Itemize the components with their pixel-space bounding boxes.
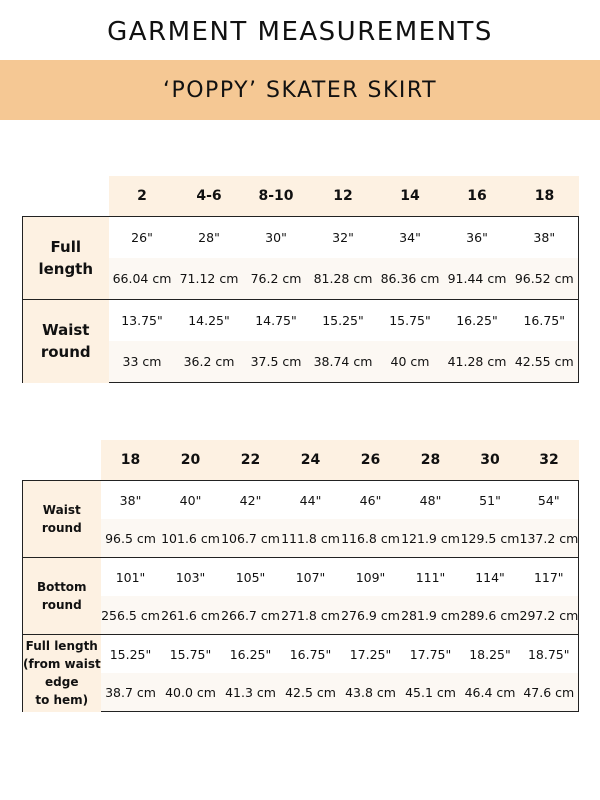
cm-value: 37.5 cm <box>243 341 310 383</box>
inch-value: 54" <box>520 481 579 520</box>
cm-value: 256.5 cm <box>101 596 161 635</box>
size-header: 18 <box>511 176 579 217</box>
cm-value: 116.8 cm <box>341 519 401 558</box>
cm-value: 40 cm <box>377 341 444 383</box>
product-banner <box>0 60 600 120</box>
size-header: 24 <box>281 440 341 481</box>
table-row-inches <box>23 217 579 259</box>
inch-value: 101" <box>101 558 161 597</box>
inch-value: 38" <box>101 481 161 520</box>
row-label-full-length: Full length (from waist edge to hem) <box>23 635 101 712</box>
inch-value: 107" <box>281 558 341 597</box>
inch-value: 16.75" <box>511 300 579 342</box>
table-row-cm <box>23 519 579 558</box>
cm-value: 40.0 cm <box>161 673 221 712</box>
cm-value: 41.3 cm <box>221 673 281 712</box>
table-row-cm <box>23 596 579 635</box>
inch-value: 16.75" <box>281 635 341 674</box>
inch-value: 15.25" <box>101 635 161 674</box>
inch-value: 15.25" <box>310 300 377 342</box>
size-header: 28 <box>401 440 461 481</box>
cm-value: 96.5 cm <box>101 519 161 558</box>
cm-value: 46.4 cm <box>461 673 520 712</box>
inch-value: 13.75" <box>109 300 176 342</box>
inch-value: 36" <box>444 217 511 259</box>
inch-value: 15.75" <box>161 635 221 674</box>
inch-value: 105" <box>221 558 281 597</box>
cm-value: 33 cm <box>109 341 176 383</box>
size-header: 32 <box>520 440 579 481</box>
size-header: 18 <box>101 440 161 481</box>
cm-value: 71.12 cm <box>176 258 243 300</box>
cm-value: 137.2 cm <box>520 519 579 558</box>
size-header: 26 <box>341 440 401 481</box>
cm-value: 106.7 cm <box>221 519 281 558</box>
inch-value: 51" <box>461 481 520 520</box>
size-header: 30 <box>461 440 520 481</box>
inch-value: 111" <box>401 558 461 597</box>
inch-value: 16.25" <box>221 635 281 674</box>
inch-value: 17.25" <box>341 635 401 674</box>
measurements-table-large-sizes <box>22 440 579 712</box>
table-row-inches <box>23 300 579 342</box>
row-label-full-length: Full length <box>23 217 109 300</box>
cm-value: 76.2 cm <box>243 258 310 300</box>
row-label-bottom-round: Bottom round <box>23 558 101 635</box>
inch-value: 17.75" <box>401 635 461 674</box>
cm-value: 91.44 cm <box>444 258 511 300</box>
inch-value: 46" <box>341 481 401 520</box>
cm-value: 86.36 cm <box>377 258 444 300</box>
inch-value: 103" <box>161 558 221 597</box>
inch-value: 38" <box>511 217 579 259</box>
cm-value: 289.6 cm <box>461 596 520 635</box>
size-header: 14 <box>377 176 444 217</box>
size-header: 4-6 <box>176 176 243 217</box>
cm-value: 41.28 cm <box>444 341 511 383</box>
inch-value: 18.75" <box>520 635 579 674</box>
cm-value: 261.6 cm <box>161 596 221 635</box>
page-title: GARMENT MEASUREMENTS <box>107 17 493 47</box>
cm-value: 43.8 cm <box>341 673 401 712</box>
inch-value: 14.75" <box>243 300 310 342</box>
cm-value: 66.04 cm <box>109 258 176 300</box>
size-header: 8-10 <box>243 176 310 217</box>
table-row-cm <box>23 673 579 712</box>
inch-value: 34" <box>377 217 444 259</box>
table-row-inches <box>23 558 579 597</box>
inch-value: 40" <box>161 481 221 520</box>
cm-value: 297.2 cm <box>520 596 579 635</box>
inch-value: 14.25" <box>176 300 243 342</box>
cm-value: 36.2 cm <box>176 341 243 383</box>
table-row-inches <box>23 635 579 674</box>
size-header: 20 <box>161 440 221 481</box>
table-row-inches <box>23 481 579 520</box>
cm-value: 281.9 cm <box>401 596 461 635</box>
product-name: ‘POPPY’ SKATER SKIRT <box>162 77 438 103</box>
cm-value: 47.6 cm <box>520 673 579 712</box>
cm-value: 45.1 cm <box>401 673 461 712</box>
inch-value: 117" <box>520 558 579 597</box>
cm-value: 101.6 cm <box>161 519 221 558</box>
inch-value: 44" <box>281 481 341 520</box>
inch-value: 114" <box>461 558 520 597</box>
inch-value: 109" <box>341 558 401 597</box>
cm-value: 96.52 cm <box>511 258 579 300</box>
cm-value: 121.9 cm <box>401 519 461 558</box>
cm-value: 42.55 cm <box>511 341 579 383</box>
cm-value: 42.5 cm <box>281 673 341 712</box>
size-header-row <box>23 176 579 217</box>
size-header-row <box>23 440 579 481</box>
size-header: 22 <box>221 440 281 481</box>
cm-value: 266.7 cm <box>221 596 281 635</box>
cm-value: 271.8 cm <box>281 596 341 635</box>
inch-value: 18.25" <box>461 635 520 674</box>
size-header: 12 <box>310 176 377 217</box>
size-header: 16 <box>444 176 511 217</box>
inch-value: 42" <box>221 481 281 520</box>
inch-value: 26" <box>109 217 176 259</box>
cm-value: 129.5 cm <box>461 519 520 558</box>
cm-value: 38.74 cm <box>310 341 377 383</box>
inch-value: 16.25" <box>444 300 511 342</box>
row-label-waist-round: Waist round <box>23 481 101 558</box>
inch-value: 30" <box>243 217 310 259</box>
row-label-waist-round: Waist round <box>23 300 109 383</box>
cm-value: 111.8 cm <box>281 519 341 558</box>
measurements-table-small-sizes <box>22 176 579 383</box>
inch-value: 48" <box>401 481 461 520</box>
inch-value: 15.75" <box>377 300 444 342</box>
cm-value: 276.9 cm <box>341 596 401 635</box>
cm-value: 38.7 cm <box>101 673 161 712</box>
cm-value: 81.28 cm <box>310 258 377 300</box>
size-header: 2 <box>109 176 176 217</box>
inch-value: 28" <box>176 217 243 259</box>
inch-value: 32" <box>310 217 377 259</box>
